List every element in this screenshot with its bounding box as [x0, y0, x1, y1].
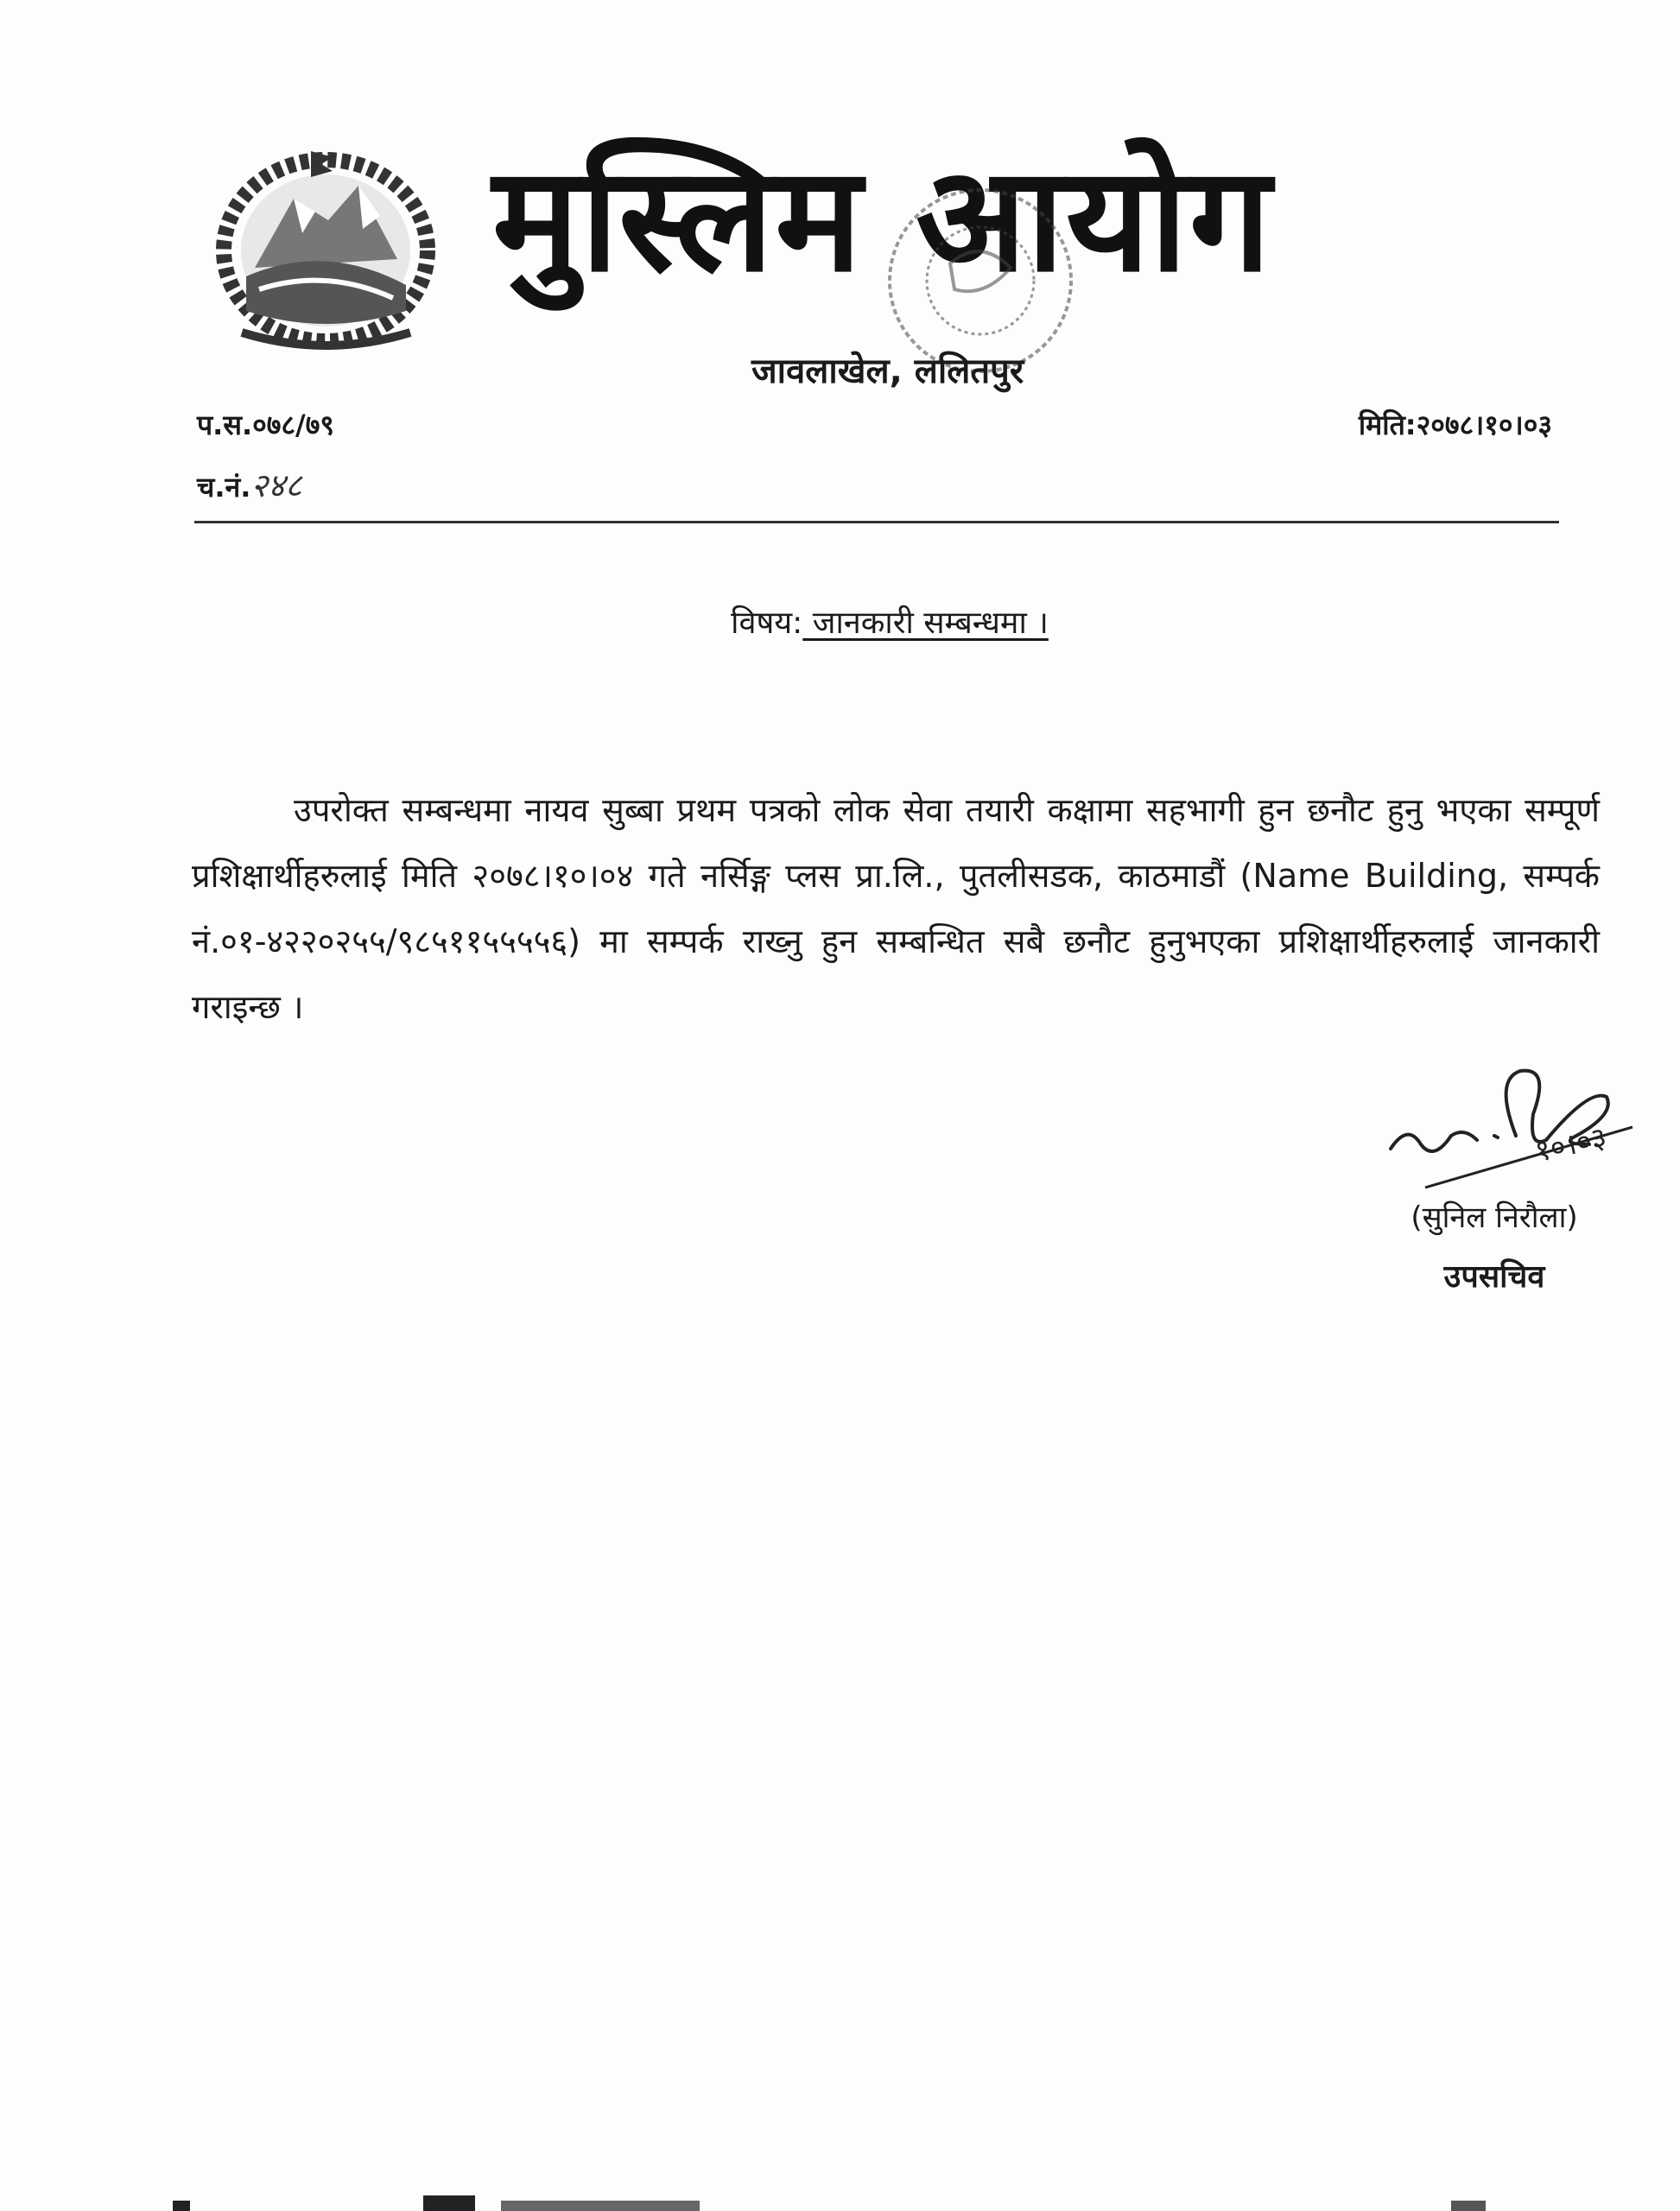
- subject-line: [0, 600, 1680, 643]
- signature: [1373, 1054, 1667, 1209]
- signatory-title: उपसचिव: [1443, 1259, 1545, 1295]
- body-paragraph: उपरोक्त सम्बन्धमा नायव सुब्बा प्रथम पत्रको लोक सेवा तयारी कक्षामा सहभागी हुन छनौट हुनु भएका सम्पूर्ण प्रशिक्षार्थीहरुलाई मिति २०७८।१०।०४ गते नर्सिङ्ग प्लस प्रा.लि., पुतलीसडक, काठमाडौं (Name Building, सम्पर्क नं.०१-४२२०२५५/९८५११५५५५६) मा सम्पर्क राख्नु हुन सम्बन्धित सबै छनौट हुनुभएका प्रशिक्षार्थीहरुलाई जानकारी गराइन्छ ।: [192, 791, 1600, 1026]
- letter-date: मिति:२०७८।१०।०३: [1358, 409, 1552, 441]
- government-emblem: [207, 138, 445, 358]
- signatory-name: (सुनिल निरौला): [1411, 1201, 1578, 1235]
- svg-text:१०।०३: १०।०३: [1531, 1120, 1610, 1169]
- header-divider: [194, 521, 1559, 523]
- dispatch-label: च.नं.: [197, 471, 251, 504]
- footer-cropped: [173, 2194, 1555, 2211]
- letterhead-title: मुस्लिम आयोग: [492, 135, 1273, 304]
- letterhead-address: जावलाखेल, ललितपुर: [751, 352, 1024, 391]
- reference-number: प.स.०७८/७९: [197, 409, 335, 441]
- dispatch-value: २४८: [250, 466, 302, 504]
- subject-label: विषय:: [731, 605, 803, 641]
- subject-text: जानकारी सम्बन्धमा ।: [802, 605, 1049, 641]
- dispatch-number: [197, 462, 302, 507]
- letter-body: [192, 777, 1600, 1040]
